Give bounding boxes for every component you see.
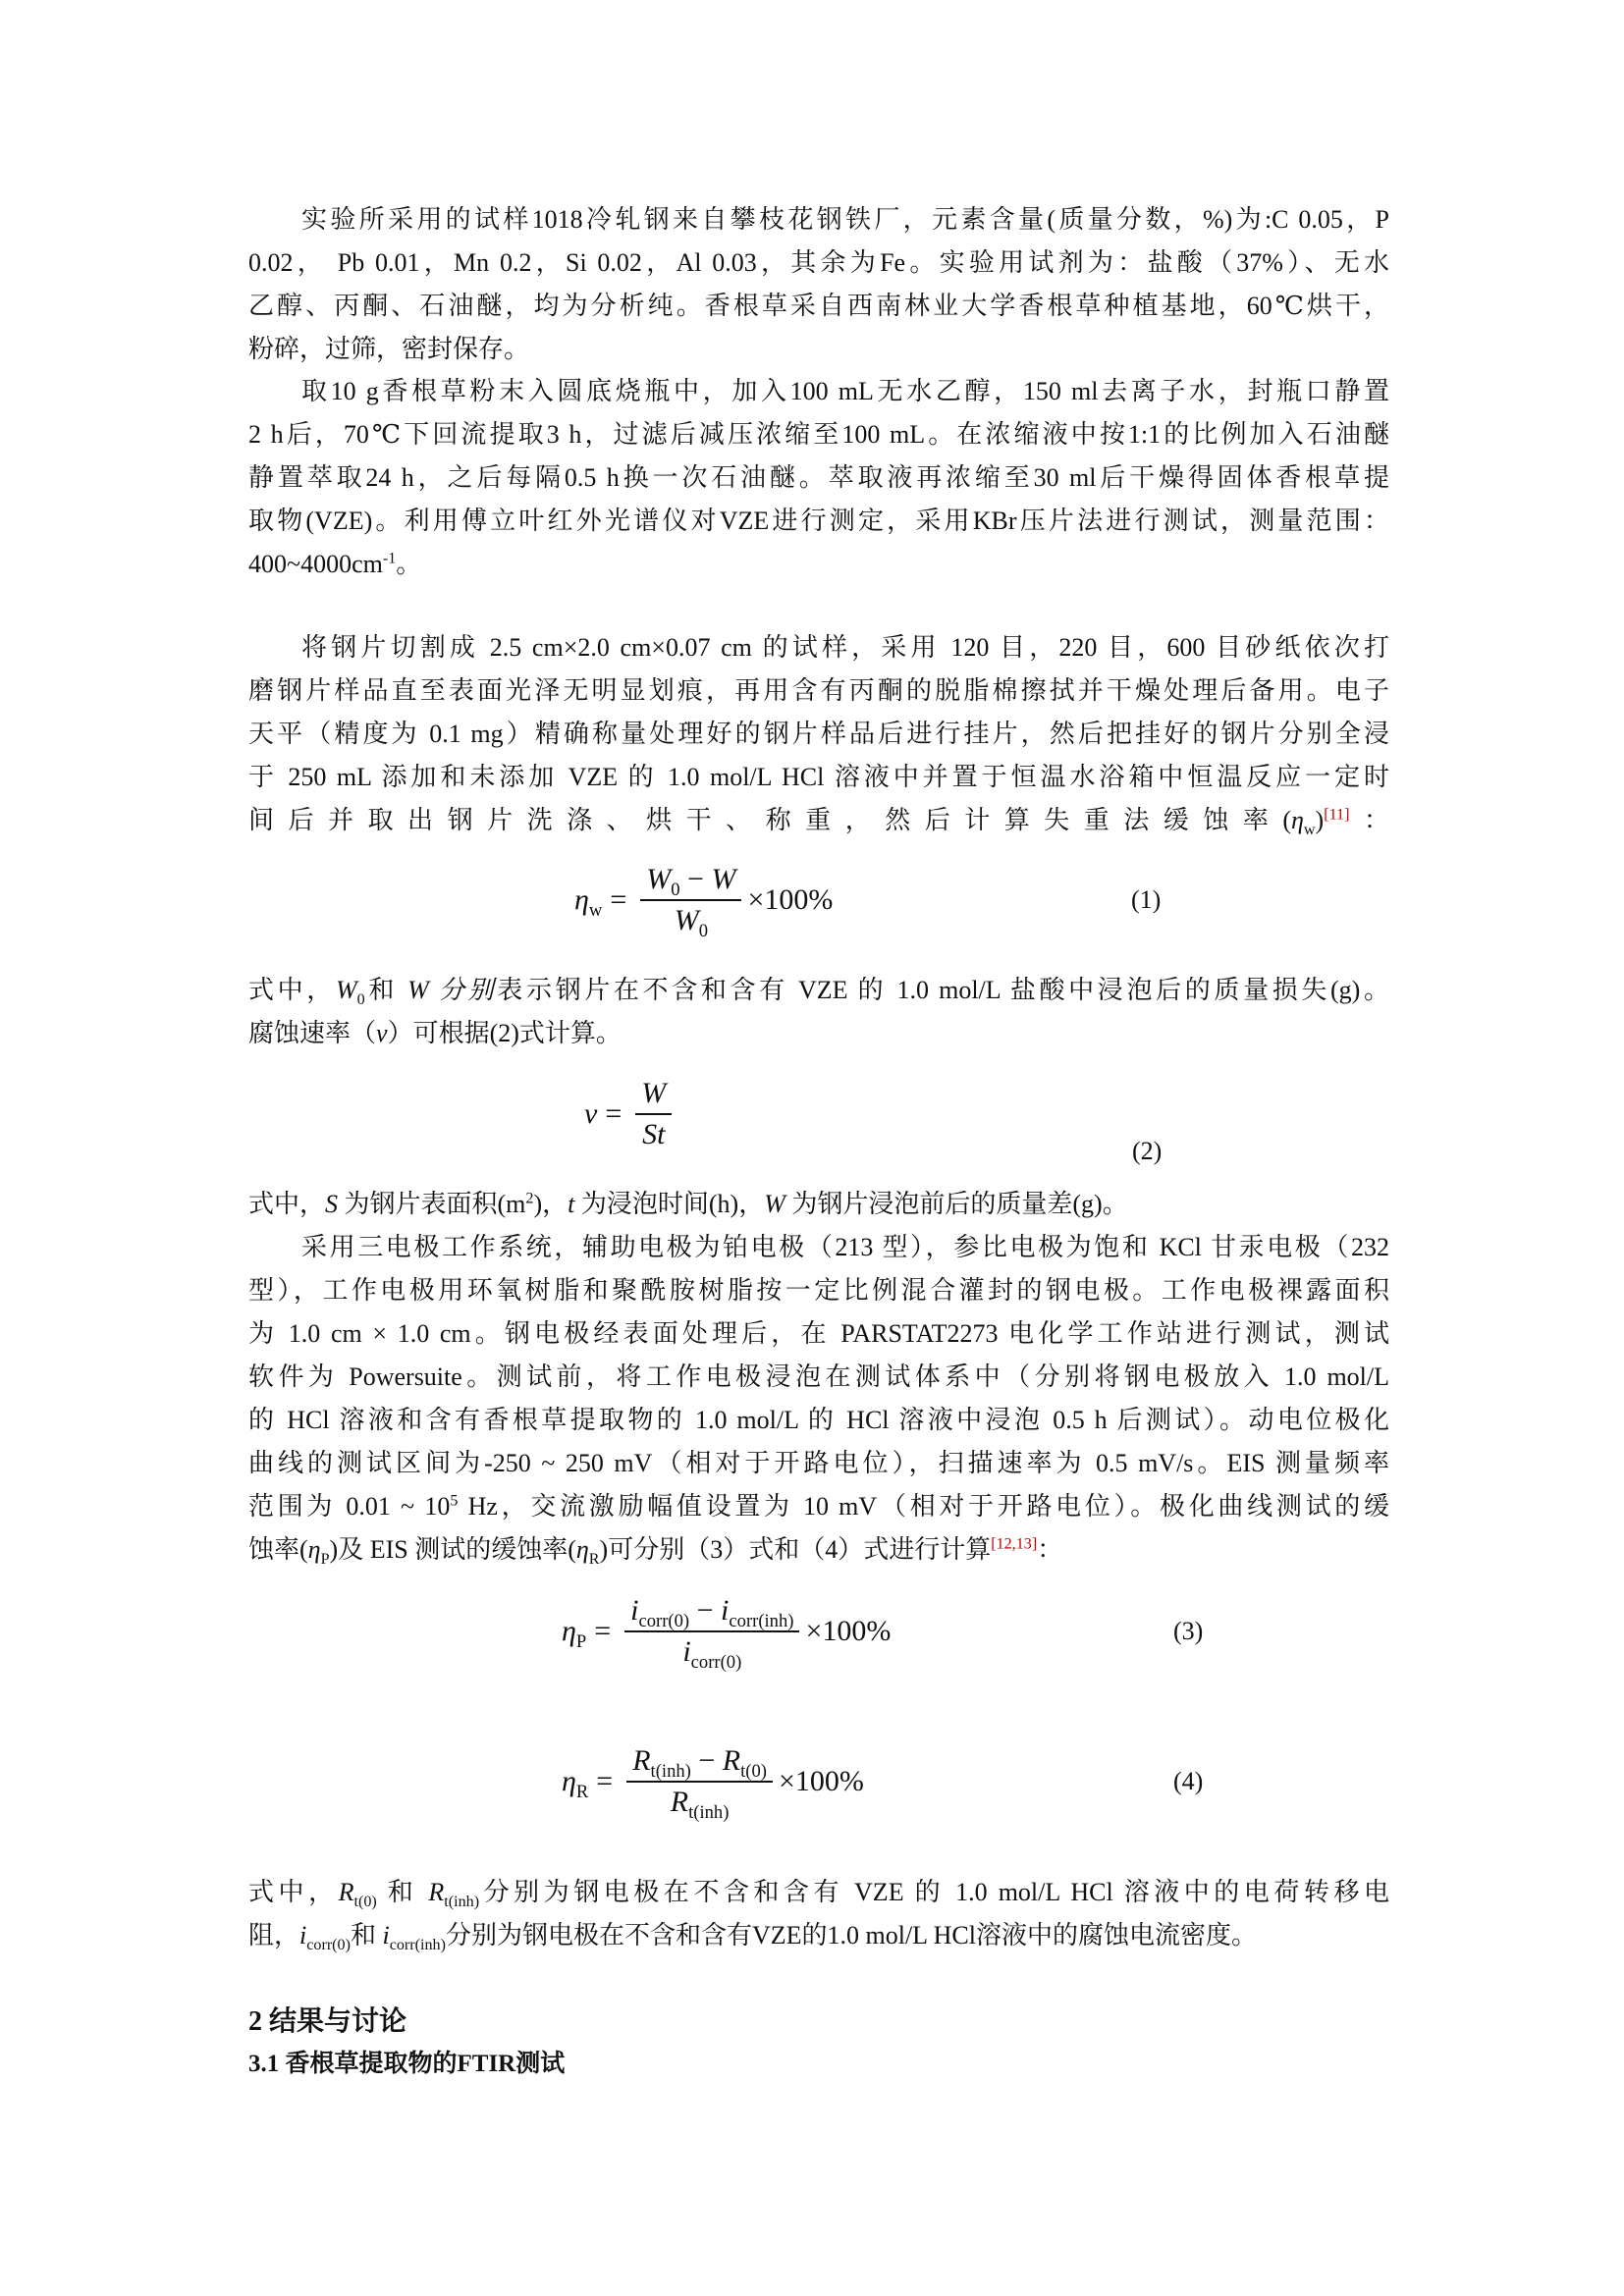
- text-run: 。: [396, 550, 422, 578]
- math-symbol: W: [764, 1190, 785, 1218]
- math-symbol: i: [721, 1594, 730, 1627]
- text-run: 粉碎，过筛，密封保存。: [248, 335, 530, 363]
- text-line: [248, 415, 1389, 454]
- subscript: R: [588, 1551, 600, 1569]
- subscript: corr(0): [638, 1611, 690, 1631]
- text-run: 采用三电极工作系统，辅助电极为铂电极（213 型），参比电极为饱和 KCl 甘汞电极（232: [301, 1233, 1389, 1261]
- text-line: [301, 372, 1389, 411]
- subscript: corr(inh): [389, 1937, 446, 1954]
- text-run: )及 EIS 测试的缓蚀率(: [329, 1535, 576, 1564]
- text-line: [248, 715, 1389, 754]
- math-symbol: η: [307, 1535, 321, 1564]
- text-run: 和: [376, 1878, 429, 1906]
- text-line: [301, 200, 1389, 240]
- text-line: [248, 330, 1389, 369]
- eq4-denominator: [665, 1783, 735, 1822]
- text-run: 于 250 mL 添加和未添加 VZE 的 1.0 mol/L HCl 溶液中并置于恒温水浴箱中恒温反应一定时: [248, 763, 1389, 791]
- text-run: 间后并取出钢片洗涤、烘干、称重，然后计算失重法缓蚀率(: [248, 806, 1291, 834]
- text-line: [301, 1228, 1389, 1267]
- text-line: [301, 628, 1389, 667]
- section-heading: 2 结果与讨论: [248, 2006, 407, 2037]
- text-run: 取10 g香根草粉末入圆底烧瓶中，加入100 mL无水乙醇，150 ml去离子水，封瓶口静置: [301, 377, 1389, 405]
- subscript: P: [575, 1631, 587, 1652]
- subscript: R: [575, 1782, 589, 1802]
- math-symbol: t: [568, 1190, 575, 1218]
- equation-2: [584, 1055, 677, 1173]
- math-symbol: i: [382, 1921, 390, 1949]
- eq4-lhs: [562, 1765, 589, 1802]
- eq4-numerator: [626, 1741, 773, 1783]
- eq1-lhs: [574, 883, 603, 921]
- text-run: 软件为 Powersuite。测试前，将工作电极浸泡在测试体系中（分别将钢电极放入 1.0 mol/L: [248, 1362, 1389, 1391]
- text-run: −: [679, 863, 712, 895]
- subscript: P: [320, 1551, 330, 1569]
- text-line: [248, 1873, 1389, 1912]
- math-symbol: St: [642, 1118, 666, 1150]
- text-run: 2 h后，70℃下回流提取3 h，过滤后减压浓缩至100 mL。在浓缩液中按1:1的比例加入石油醚: [248, 420, 1389, 449]
- eq4-percent: ×100%: [778, 1765, 864, 1797]
- text-line: [248, 1358, 1389, 1397]
- eq2-numerator: [635, 1074, 672, 1115]
- subscript: w: [1303, 822, 1316, 839]
- eq2-equals: =: [605, 1097, 623, 1130]
- eq3-fraction: [624, 1591, 799, 1672]
- text-line: [248, 1314, 1389, 1354]
- math-symbol: v: [376, 1019, 388, 1047]
- text-run: 为钢片浸泡前后的质量差(g)。: [785, 1190, 1128, 1218]
- eq3-equals: =: [594, 1615, 612, 1647]
- subscript: 0: [698, 921, 708, 941]
- math-symbol: η: [562, 1765, 576, 1797]
- text-run: )可分别（3）式和（4）式进行计算: [599, 1535, 992, 1564]
- eq4-fraction: [626, 1741, 773, 1822]
- math-symbol: W: [711, 863, 736, 895]
- eq3-numerator: [624, 1591, 799, 1632]
- text-run: 型），工作电极用环氧树脂和聚酰胺树脂按一定比例混合灌封的钢电极。工作电极裸露面积: [248, 1276, 1389, 1305]
- text-run: 分别为钢电极在不含和含有VZE的1.0 mol/L HCl溶液中的腐蚀电流密度。: [445, 1921, 1257, 1949]
- math-symbol: η: [575, 1535, 589, 1564]
- text-run: 为浸泡时间(h)，: [574, 1190, 765, 1218]
- math-symbol: R: [632, 1744, 651, 1777]
- math-symbol: W: [335, 976, 357, 1004]
- text-run: 将钢片切割成 2.5 cm×2.0 cm×0.07 cm 的试样，采用 120 目，220 目，600 目砂纸依次打: [301, 633, 1389, 662]
- math-symbol: η: [1291, 806, 1304, 834]
- text-line: [248, 1185, 1389, 1224]
- text-line: [248, 1444, 1389, 1483]
- eq3-number: (3): [1173, 1617, 1204, 1645]
- math-symbol: η: [562, 1615, 576, 1647]
- text-line: [248, 243, 1389, 283]
- subscript: t(inh): [444, 1894, 480, 1911]
- text-run: 静置萃取24 h，之后每隔0.5 h换一次石油醚。萃取液再浓缩至30 ml后干燥得固体香根草提: [248, 463, 1389, 492]
- text-line: [248, 1014, 1389, 1053]
- text-run: 天平（精度为 0.1 mg）精确称量处理好的钢片样品后进行挂片，然后把挂好的钢片分别全浸: [248, 720, 1389, 748]
- text-run: −: [689, 1594, 722, 1627]
- text-line: [248, 287, 1389, 326]
- text-run: ): [1315, 806, 1325, 834]
- text-run: 实验所采用的试样1018冷轧钢来自攀枝花钢铁厂，元素含量(质量分数，%)为:C 0.05，P: [301, 205, 1389, 234]
- text-run: 为钢片表面积(m: [338, 1190, 526, 1218]
- text-line: [248, 971, 1389, 1010]
- math-symbol: R: [428, 1878, 445, 1906]
- text-run: ：: [1349, 806, 1389, 834]
- eq1-equals: =: [610, 883, 627, 916]
- eq3-lhs: [562, 1615, 587, 1652]
- text-line: [248, 458, 1389, 498]
- eq3-percent: ×100%: [805, 1615, 892, 1647]
- eq1-number: (1): [1131, 885, 1162, 914]
- eq4-equals: =: [596, 1765, 614, 1797]
- subscript: t(inh): [688, 1802, 730, 1823]
- subscript: corr(0): [306, 1937, 351, 1954]
- subscript: w: [588, 900, 603, 921]
- text-line: [248, 502, 1389, 541]
- text-line: [248, 1487, 1389, 1526]
- text-line: [248, 758, 1389, 797]
- eq1-denominator: [669, 901, 714, 940]
- text-run: 式中，: [248, 1878, 339, 1906]
- equation-3: [562, 1573, 891, 1690]
- text-run: ：: [1037, 1535, 1063, 1564]
- text-run: 式中，: [248, 1190, 326, 1218]
- citation-ref[interactable]: [12,13]: [991, 1535, 1038, 1553]
- text-run: 蚀率(: [248, 1535, 308, 1564]
- text-run: 腐蚀速率（: [248, 1019, 377, 1047]
- text-line: [248, 1530, 1389, 1570]
- eq1-numerator: [640, 860, 741, 901]
- text-run: 式中，: [248, 976, 336, 1004]
- math-symbol: i: [299, 1921, 307, 1949]
- subscript: 0: [671, 880, 680, 900]
- eq1-percent: ×100%: [747, 883, 834, 916]
- subscript: corr(inh): [729, 1611, 794, 1631]
- text-run: 和: [364, 976, 408, 1004]
- text-line: [248, 545, 1389, 584]
- equation-4: [562, 1723, 864, 1841]
- math-symbol: W: [641, 1077, 667, 1109]
- text-run: 400~4000cm: [248, 550, 383, 578]
- subscript: t(inh): [650, 1761, 691, 1782]
- text-run: 乙醇、丙酮、石油醚，均为分析纯。香根草采自西南林业大学香根草种植基地，60℃烘干，: [248, 292, 1389, 320]
- subscript: corr(0): [690, 1652, 742, 1673]
- eq1-fraction: [640, 860, 741, 940]
- text-line: [248, 1271, 1389, 1310]
- math-symbol: W 分别: [407, 976, 498, 1004]
- text-run: 分别为钢电极在不含和含有 VZE 的 1.0 mol/L HCl 溶液中的电荷转移电: [479, 1878, 1389, 1906]
- text-run: 0.02， Pb 0.01，Mn 0.2，Si 0.02，Al 0.03，其余为Fe。实验用试剂为：盐酸（37%）、无水: [248, 248, 1389, 277]
- text-run: 为 1.0 cm × 1.0 cm。钢电极经表面处理后，在 PARSTAT2273 电化学工作站进行测试，测试: [248, 1319, 1389, 1348]
- text-line: [248, 671, 1389, 711]
- text-run: −: [690, 1744, 723, 1777]
- text-run: 磨钢片样品直至表面光泽无明显划痕，再用含有丙酮的脱脂棉擦拭并干燥处理后备用。电子: [248, 676, 1389, 705]
- text-line: [248, 1916, 1389, 1955]
- text-run: 和: [350, 1921, 383, 1949]
- text-run: 阻，: [248, 1921, 300, 1949]
- math-symbol: v: [584, 1097, 598, 1130]
- superscript: 5: [450, 1492, 459, 1510]
- math-symbol: η: [574, 883, 589, 916]
- eq4-number: (4): [1173, 1767, 1204, 1795]
- eq2-number: (2): [1132, 1137, 1163, 1165]
- text-run: 取物(VZE)。利用傅立叶红外光谱仪对VZE进行测定，采用KBr压片法进行测试，测量范围：: [248, 507, 1389, 535]
- math-symbol: R: [722, 1744, 741, 1777]
- subscript: 0: [356, 991, 365, 1009]
- math-symbol: W: [674, 904, 699, 936]
- math-symbol: R: [338, 1878, 354, 1906]
- superscript: 2: [525, 1190, 534, 1207]
- subscript: t(0): [740, 1761, 767, 1782]
- equation-1: [574, 841, 833, 959]
- math-symbol: W: [646, 863, 672, 895]
- math-symbol: R: [670, 1786, 689, 1818]
- text-run: 范围为 0.01 ~ 10: [248, 1492, 451, 1521]
- text-run: 表示钢片在不含和含有 VZE 的 1.0 mol/L 盐酸中浸泡后的质量损失(g)。: [497, 976, 1389, 1004]
- text-line: [248, 1401, 1389, 1440]
- citation-ref[interactable]: [11]: [1324, 806, 1350, 824]
- eq3-denominator: [677, 1632, 747, 1672]
- math-symbol: i: [630, 1594, 639, 1627]
- text-run: 的 HCl 溶液和含有香根草提取物的 1.0 mol/L 的 HCl 溶液中浸泡 0.5 h 后测试）。动电位极化: [248, 1406, 1389, 1434]
- math-symbol: S: [325, 1190, 339, 1218]
- eq2-fraction: [635, 1074, 672, 1154]
- superscript: -1: [382, 550, 397, 567]
- text-run: Hz，交流激励幅值设置为 10 mV（相对于开路电位）。极化曲线测试的缓: [458, 1492, 1389, 1521]
- eq2-denominator: [636, 1115, 671, 1154]
- eq2-lhs: [584, 1097, 597, 1131]
- text-line: [248, 801, 1389, 840]
- text-run: 曲线的测试区间为-250 ~ 250 mV（相对于开路电位），扫描速率为 0.5 mV/s。EIS 测量频率: [248, 1449, 1389, 1477]
- subscript: t(0): [353, 1894, 377, 1911]
- text-run: ）可根据(2)式计算。: [387, 1019, 622, 1047]
- subsection-heading: 3.1 香根草提取物的FTIR测试: [248, 2051, 566, 2077]
- math-symbol: i: [682, 1635, 691, 1668]
- text-run: )，: [533, 1190, 568, 1218]
